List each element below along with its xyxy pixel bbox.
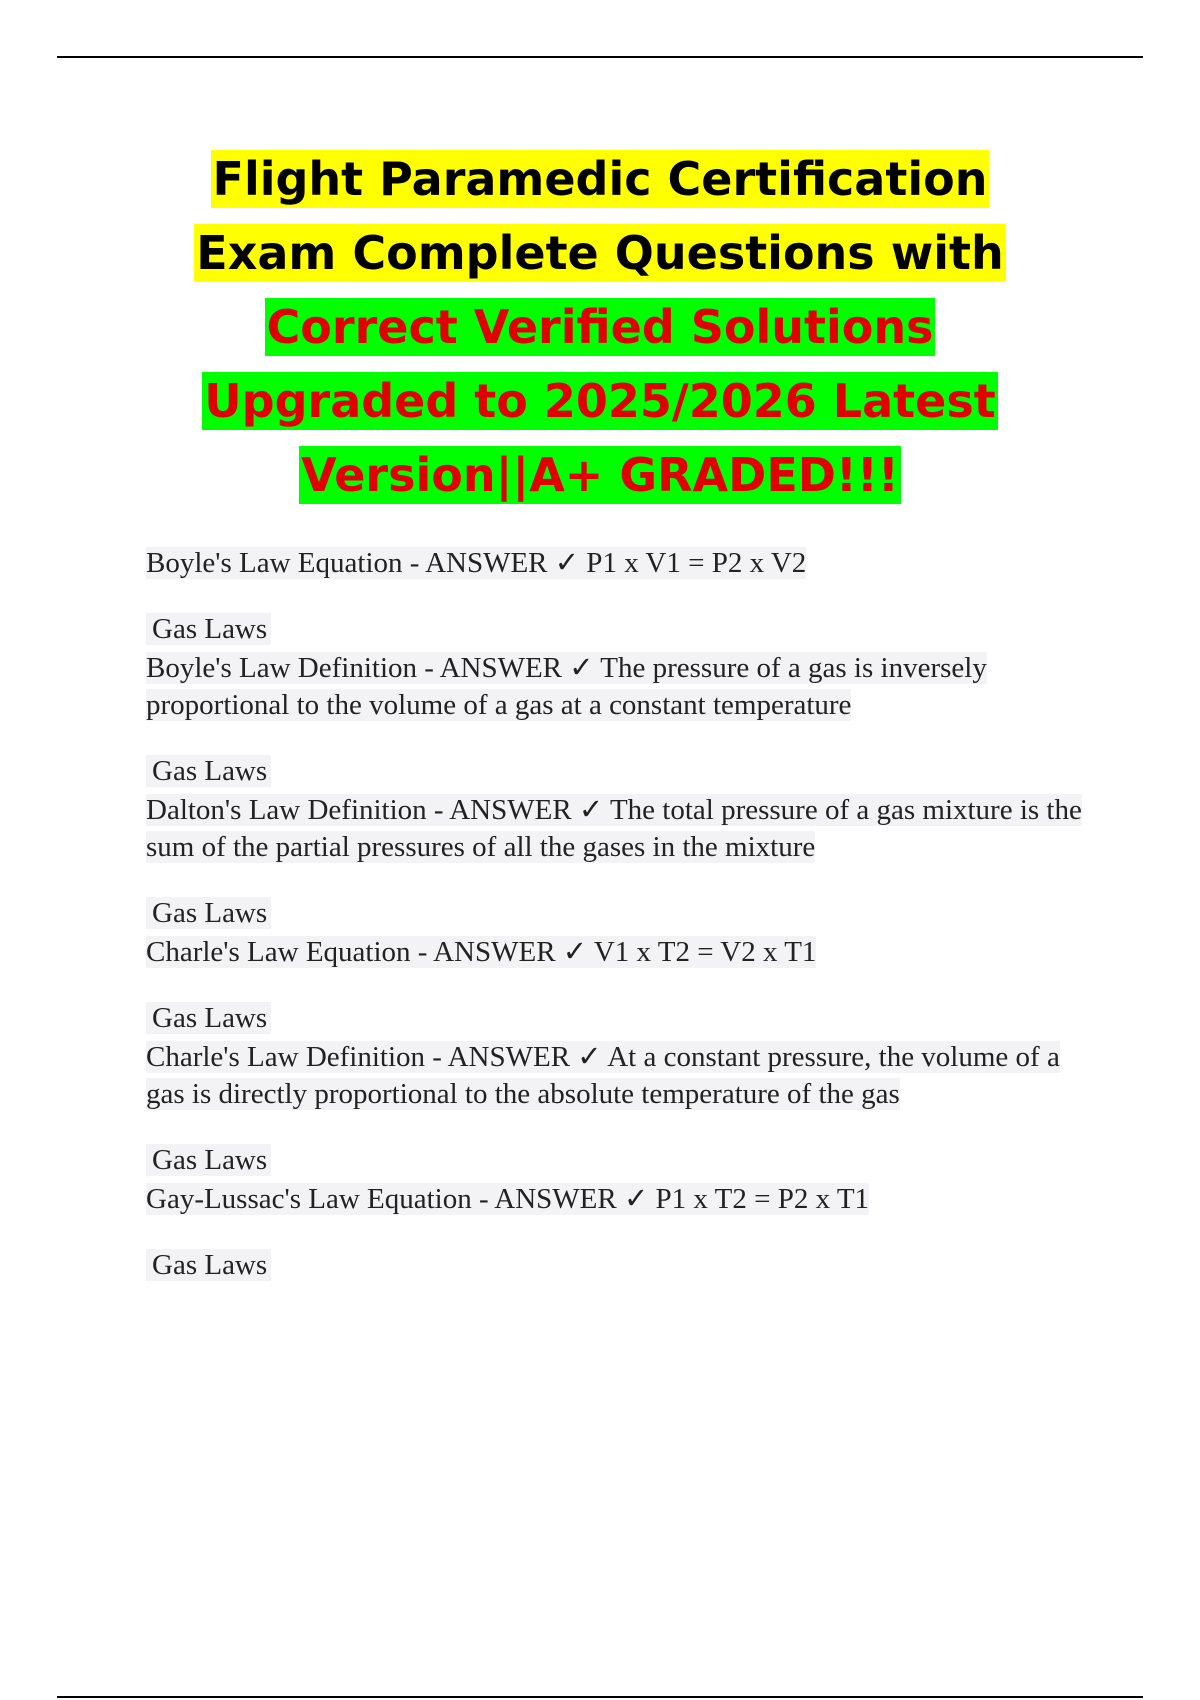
title-line: [100, 216, 1100, 290]
category-label: [146, 895, 1086, 932]
qa-item: [146, 934, 1086, 1037]
category-label: [146, 1000, 1086, 1037]
category-label: [146, 611, 1086, 648]
document-title: [100, 142, 1100, 512]
category-label: [146, 1247, 1086, 1284]
category-text: Gas Laws: [146, 755, 271, 787]
title-line: [100, 142, 1100, 216]
title-line-text: Version||A+ GRADED!!!: [301, 448, 899, 502]
question-text: Dalton's Law Definition - ANSWER ✓ The total pressure of a gas mixture is the sum of the partial pressures of all the gases in the mixture: [146, 794, 1082, 863]
category-text: Gas Laws: [146, 1002, 271, 1034]
category-text: Gas Laws: [146, 613, 271, 645]
bottom-rule: [57, 1696, 1143, 1698]
question-text: Boyle's Law Equation - ANSWER ✓ P1 x V1 = P2 x V2: [146, 547, 807, 579]
category-text: Gas Laws: [146, 897, 271, 929]
category-text: Gas Laws: [146, 1249, 271, 1281]
title-line-text: Exam Complete Questions with: [196, 226, 1004, 280]
title-line-text: Upgraded to 2025/2026 Latest: [204, 374, 996, 428]
question-answer: [146, 545, 1086, 582]
title-line: [100, 290, 1100, 364]
qa-item: [146, 1181, 1086, 1284]
category-text: Gas Laws: [146, 1144, 271, 1176]
qa-item: [146, 545, 1086, 648]
question-answer: [146, 1181, 1086, 1218]
category-label: [146, 1142, 1086, 1179]
title-line-text: Flight Paramedic Certification: [212, 152, 988, 206]
title-line: [100, 364, 1100, 438]
question-text: Charle's Law Equation - ANSWER ✓ V1 x T2 = V2 x T1: [146, 936, 817, 968]
top-rule: [57, 56, 1143, 58]
qa-list: [146, 545, 1086, 1286]
category-label: [146, 753, 1086, 790]
qa-item: [146, 650, 1086, 790]
question-text: Gay-Lussac's Law Equation - ANSWER ✓ P1 x T2 = P2 x T1: [146, 1183, 870, 1215]
title-line-text: Correct Verified Solutions: [266, 300, 934, 354]
qa-item: [146, 1039, 1086, 1179]
title-line: [100, 438, 1100, 512]
question-answer: [146, 934, 1086, 971]
qa-item: [146, 792, 1086, 932]
question-text: Charle's Law Definition - ANSWER ✓ At a constant pressure, the volume of a gas is directly proportional to the absolute temperature of the gas: [146, 1041, 1060, 1110]
question-text: Boyle's Law Definition - ANSWER ✓ The pressure of a gas is inversely proportional to the volume of a gas at a constant temperature: [146, 652, 987, 721]
question-answer: [146, 650, 1086, 724]
question-answer: [146, 1039, 1086, 1113]
question-answer: [146, 792, 1086, 866]
